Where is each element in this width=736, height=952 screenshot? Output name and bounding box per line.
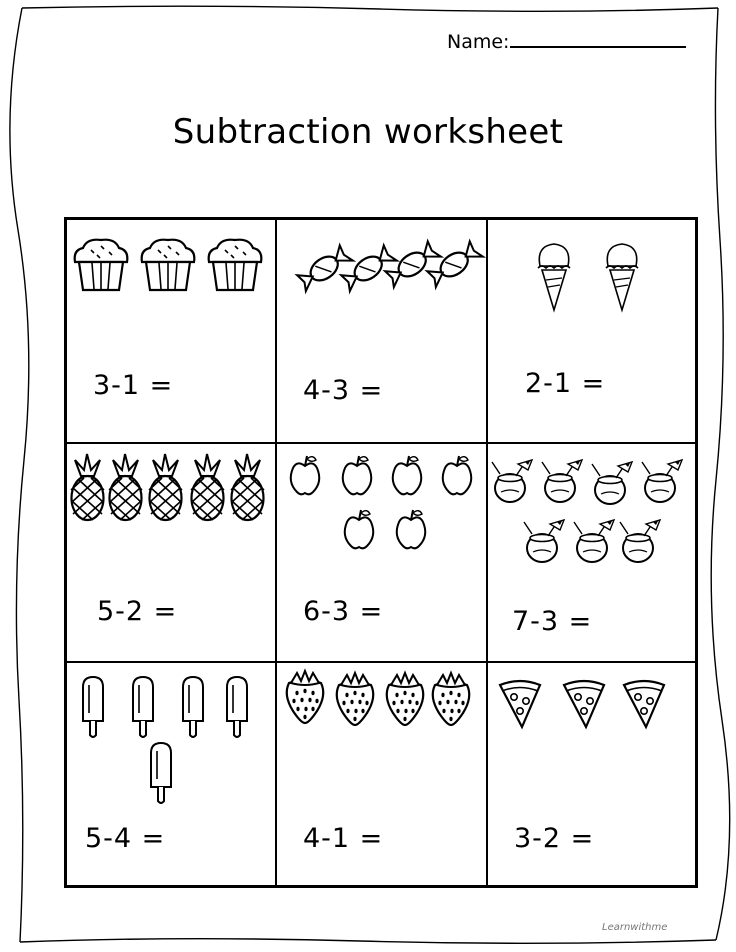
equation: 6-3 = xyxy=(303,596,384,627)
popsicle-icon xyxy=(133,677,153,737)
pineapple-icon xyxy=(191,454,224,520)
pineapple-icon xyxy=(231,454,264,520)
cupcake-icon xyxy=(209,240,262,290)
name-blank-line[interactable] xyxy=(510,28,686,48)
pizza-slice-icon xyxy=(564,681,604,727)
candy-icon xyxy=(426,240,483,289)
pineapple-icon xyxy=(71,454,104,520)
problem-cell xyxy=(277,444,488,663)
candy-icon xyxy=(384,240,441,289)
problem-cell xyxy=(488,444,695,663)
apple-icon xyxy=(291,456,320,494)
problem-grid xyxy=(64,217,698,888)
problem-cell xyxy=(488,663,695,885)
problem-cell xyxy=(67,220,277,444)
candy-icon xyxy=(296,244,353,293)
page-title: Subtraction worksheet xyxy=(172,112,564,152)
problem-cell xyxy=(488,220,695,444)
problem-cell xyxy=(277,663,488,885)
coconut-drink-icon xyxy=(620,520,660,562)
problem-cell xyxy=(67,663,277,885)
coconut-drink-icon xyxy=(492,460,532,502)
cupcake-icon xyxy=(142,240,195,290)
ice-cream-icon xyxy=(538,244,570,310)
apple-icon xyxy=(397,510,426,548)
credit-watermark: Learnwithme xyxy=(602,922,668,933)
equation: 4-3 = xyxy=(303,375,384,406)
cupcake-group xyxy=(67,220,275,442)
apple-icon xyxy=(345,510,374,548)
pineapple-icon xyxy=(149,454,182,520)
strawberry-icon xyxy=(337,673,374,725)
problem-cell xyxy=(67,444,277,663)
apple-icon xyxy=(393,456,422,494)
candy-group xyxy=(277,220,486,442)
pineapple-icon xyxy=(109,454,142,520)
equation: 3-2 = xyxy=(514,823,595,854)
popsicle-icon xyxy=(183,677,203,737)
equation: 5-2 = xyxy=(97,596,178,627)
apple-icon xyxy=(443,456,472,494)
popsicle-icon xyxy=(83,677,103,737)
strawberry-icon xyxy=(387,673,424,725)
pizza-slice-icon xyxy=(500,681,540,727)
popsicle-icon xyxy=(227,677,247,737)
equation: 4-1 = xyxy=(303,823,384,854)
candy-icon xyxy=(340,244,397,293)
coconut-drink-icon xyxy=(542,460,582,502)
strawberry-icon xyxy=(287,671,324,723)
coconut-drink-icon xyxy=(524,520,564,562)
apple-group xyxy=(277,444,486,661)
equation: 7-3 = xyxy=(512,606,593,637)
ice-cream-group xyxy=(488,220,693,442)
pineapple-group xyxy=(67,444,275,661)
pizza-slice-icon xyxy=(624,681,664,727)
strawberry-icon xyxy=(433,673,470,725)
problem-cell xyxy=(277,220,488,444)
equation: 5-4 = xyxy=(85,823,166,854)
coconut-drink-icon xyxy=(574,520,614,562)
coconut-drink-icon xyxy=(642,460,682,502)
apple-icon xyxy=(343,456,372,494)
name-label: Name: xyxy=(447,31,510,53)
popsicle-icon xyxy=(151,743,171,803)
coconut-drink-icon xyxy=(592,462,632,504)
cupcake-icon xyxy=(75,240,128,290)
ice-cream-icon xyxy=(606,244,638,310)
name-field xyxy=(447,28,686,53)
equation: 3-1 = xyxy=(93,370,174,401)
equation: 2-1 = xyxy=(525,368,606,399)
